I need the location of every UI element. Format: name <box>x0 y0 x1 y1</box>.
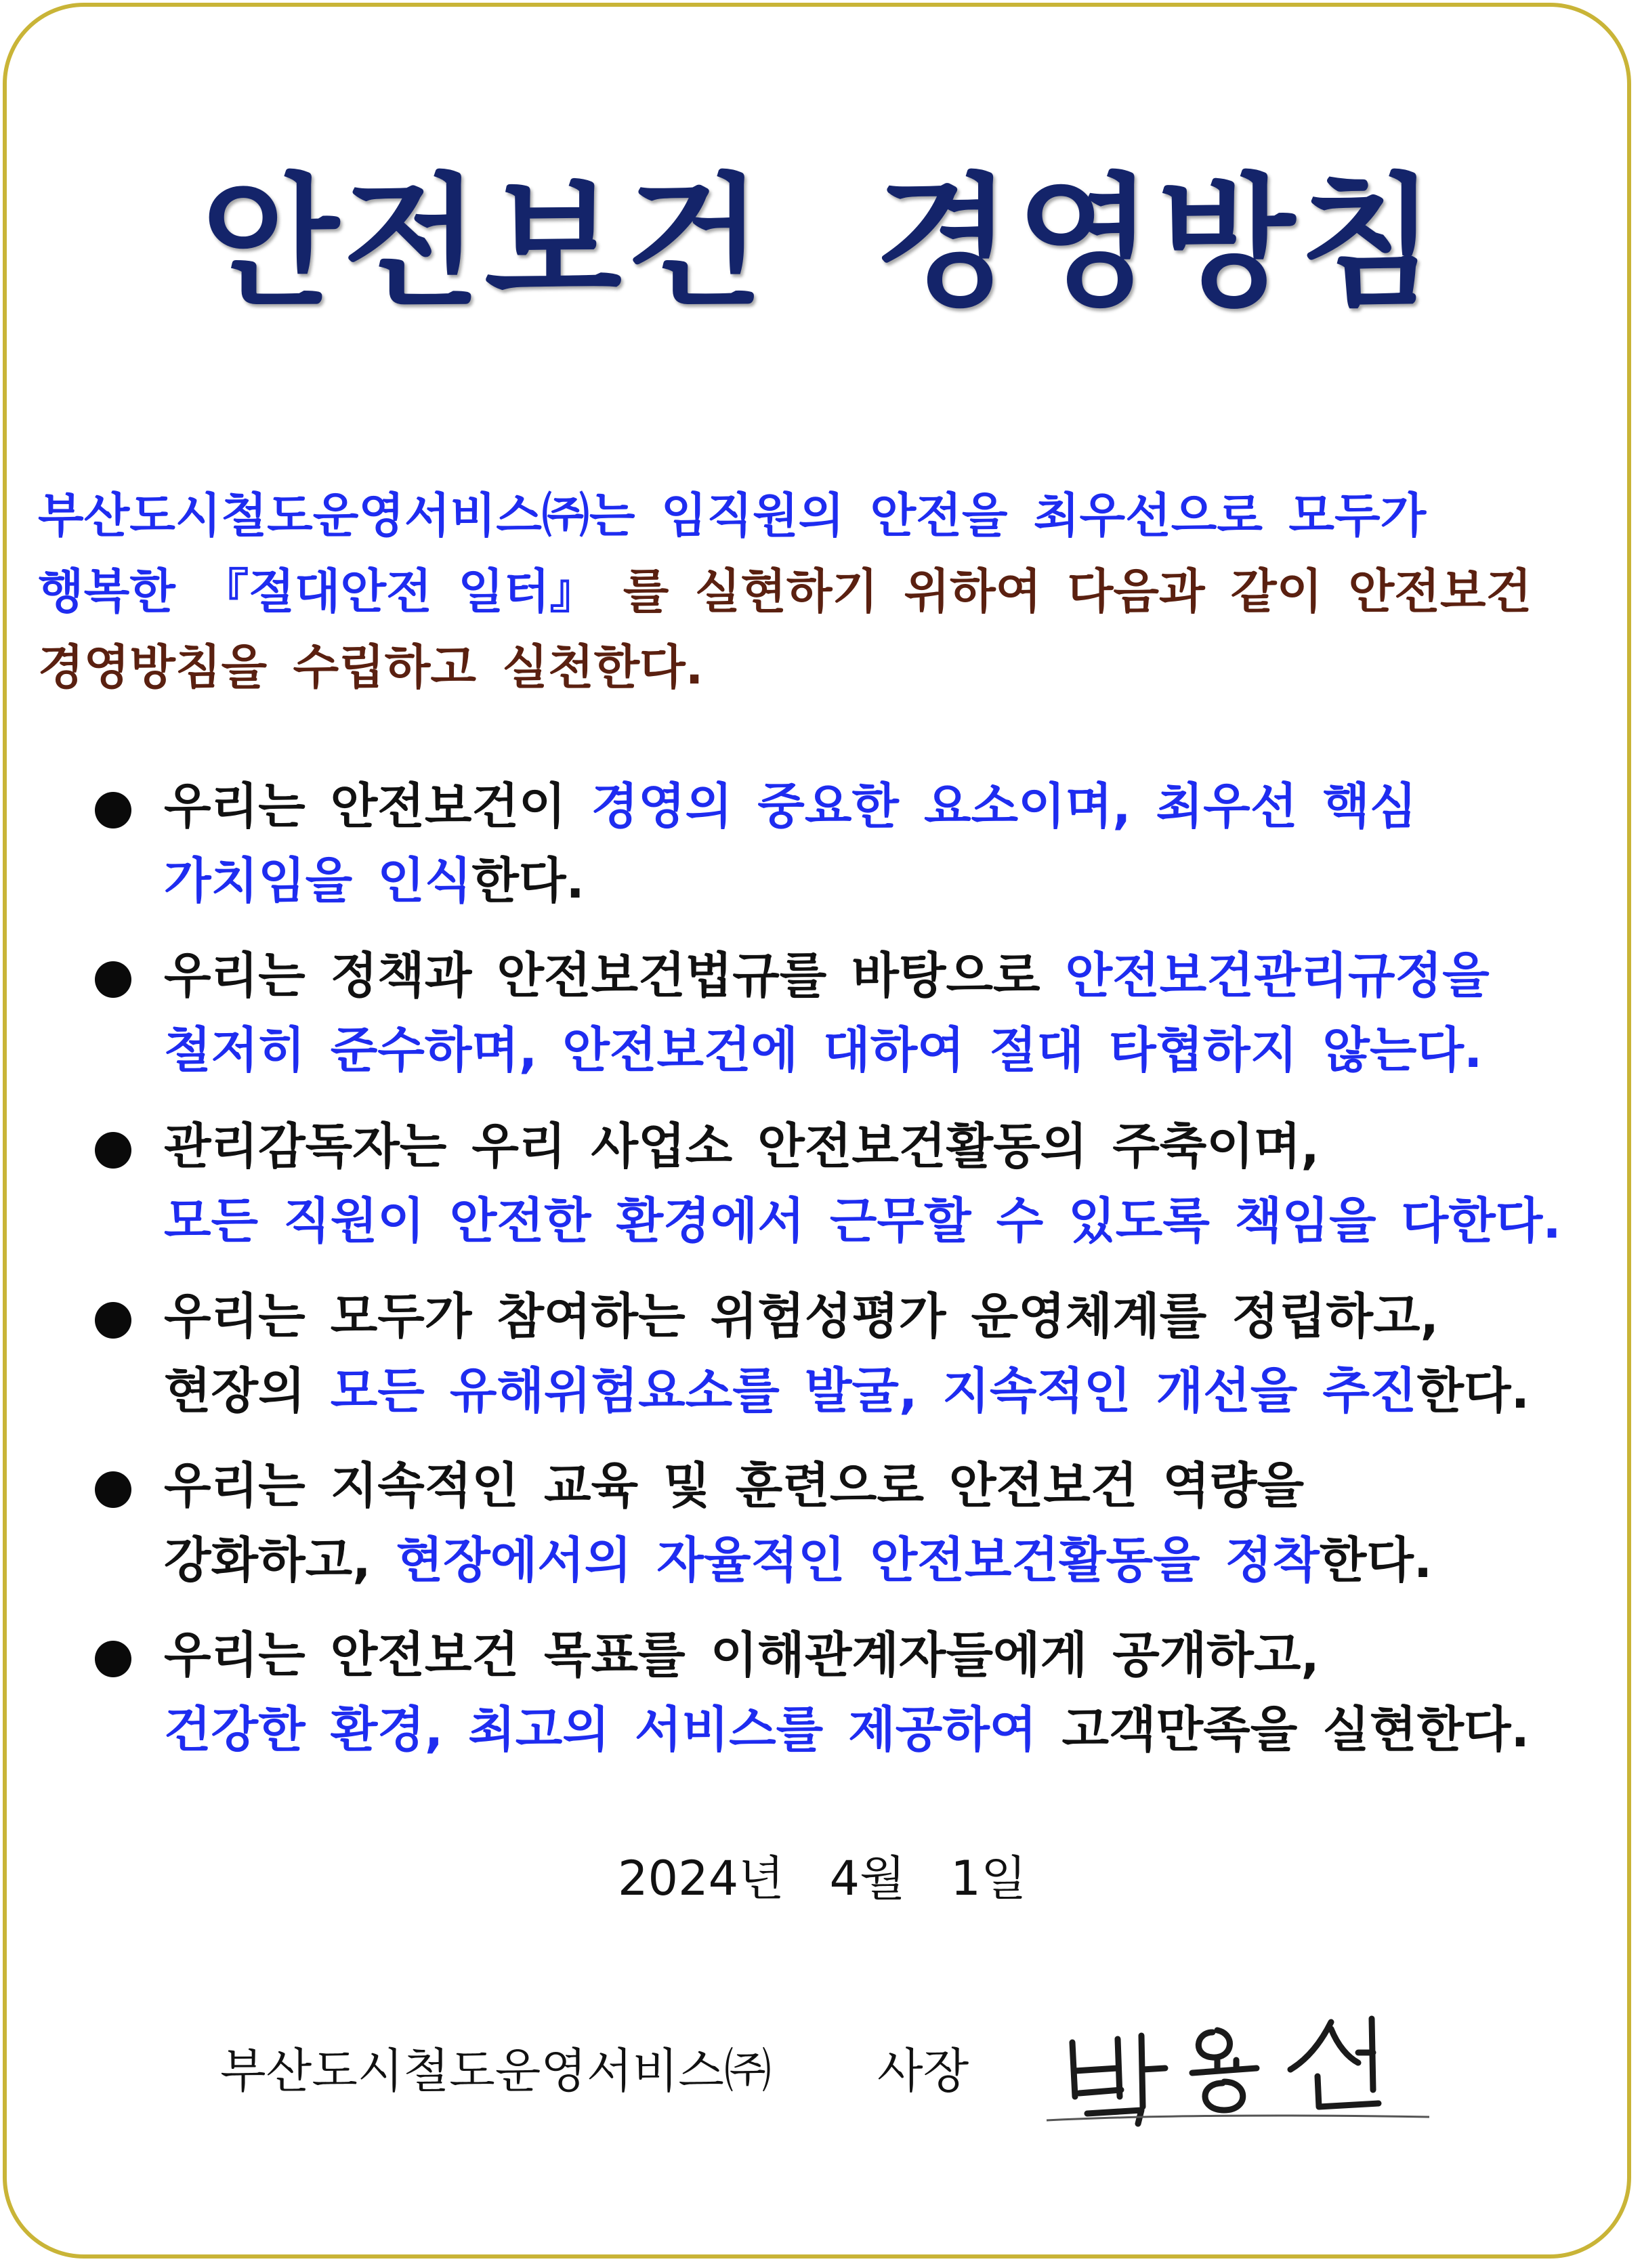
policy-text: 한다. <box>1319 1532 1433 1589</box>
policy-text: 강화하고, <box>164 1532 396 1589</box>
policy-item-1-line-1 <box>164 769 1586 843</box>
intro-line-3: 경영방침을 수립하고 실천한다. <box>38 639 704 695</box>
policy-item-3-line-2: 모든 직원이 안전한 환경에서 근무할 수 있도록 책임을 다한다. <box>164 1192 1561 1249</box>
bullet-icon <box>95 1641 131 1677</box>
intro-line-2 <box>38 553 1589 629</box>
policy-item-2-line-2: 철저히 준수하며, 안전보건에 대하여 절대 타협하지 않는다. <box>164 1022 1483 1078</box>
bullet-icon <box>95 1132 131 1169</box>
intro-line-2-emphasis: 행복한 『절대안전 일터』 <box>38 564 597 619</box>
policy-text: 고객만족을 실현한다. <box>1036 1701 1530 1758</box>
intro-paragraph <box>38 478 1589 705</box>
policy-item-1-text <box>164 769 1586 918</box>
bullet-icon <box>95 1302 131 1339</box>
signer-position: 사장 <box>877 2043 969 2099</box>
policy-item-6-line-2 <box>164 1692 1586 1767</box>
policy-item-2-text <box>164 938 1586 1087</box>
policy-item-3-text <box>164 1109 1586 1258</box>
policy-item-4-line-2 <box>164 1353 1586 1428</box>
policy-emphasis: 건강한 환경, 최고의 서비스를 제공하여 <box>164 1701 1037 1758</box>
policy-emphasis: 경영의 중요한 요소이며, 최우선 핵심 <box>591 778 1417 835</box>
policy-item-5-line-1: 우리는 지속적인 교육 및 훈련으로 안전보건 역량을 <box>164 1457 1304 1514</box>
bullet-icon <box>95 1471 131 1508</box>
policy-item-6-line-1: 우리는 안전보건 목표를 이해관계자들에게 공개하고, <box>164 1626 1320 1683</box>
policy-item-3-line-1: 관리감독자는 우리 사업소 안전보건활동의 주축이며, <box>164 1118 1320 1175</box>
intro-line-2-rest: 를 실현하기 위하여 다음과 같이 안전보건 <box>597 564 1532 619</box>
policy-text: 현장의 <box>164 1362 331 1419</box>
policy-item-4-text <box>164 1279 1586 1428</box>
policy-text: 한다. <box>1416 1362 1530 1419</box>
policy-item-6-text <box>164 1618 1586 1767</box>
signature-image <box>1040 1995 1433 2130</box>
policy-emphasis: 모든 유해위험요소를 발굴, 지속적인 개선을 추진 <box>330 1362 1417 1419</box>
policy-item-1-line-2 <box>164 843 1586 918</box>
policy-emphasis: 가치임을 인식 <box>164 852 472 909</box>
policy-emphasis: 현장에서의 자율적인 안전보건활동을 정착 <box>396 1532 1320 1589</box>
policy-item-5-text <box>164 1448 1586 1597</box>
policy-emphasis: 안전보건관리규정을 <box>1065 947 1490 1004</box>
policy-text: 우리는 정책과 안전보건법규를 바탕으로 <box>164 947 1066 1004</box>
policy-text: 우리는 안전보건이 <box>164 778 591 835</box>
policy-item-4-line-1: 우리는 모두가 참여하는 위험성평가 운영체계를 정립하고, <box>164 1288 1439 1345</box>
policy-item-2-line-1 <box>164 938 1586 1013</box>
policy-item-5-line-2 <box>164 1523 1586 1597</box>
issue-date: 2024년 4월 1일 <box>618 1851 1027 1906</box>
bullet-icon <box>95 792 131 828</box>
company-name: 부산도시철도운영서비스㈜ <box>220 2043 772 2099</box>
page-title: 안전보건 경영방침 <box>201 160 1441 326</box>
policy-text: 한다. <box>471 852 585 909</box>
intro-line-1: 부산도시철도운영서비스㈜는 임직원의 안전을 최우선으로 모두가 <box>38 488 1427 543</box>
bullet-icon <box>95 961 131 998</box>
